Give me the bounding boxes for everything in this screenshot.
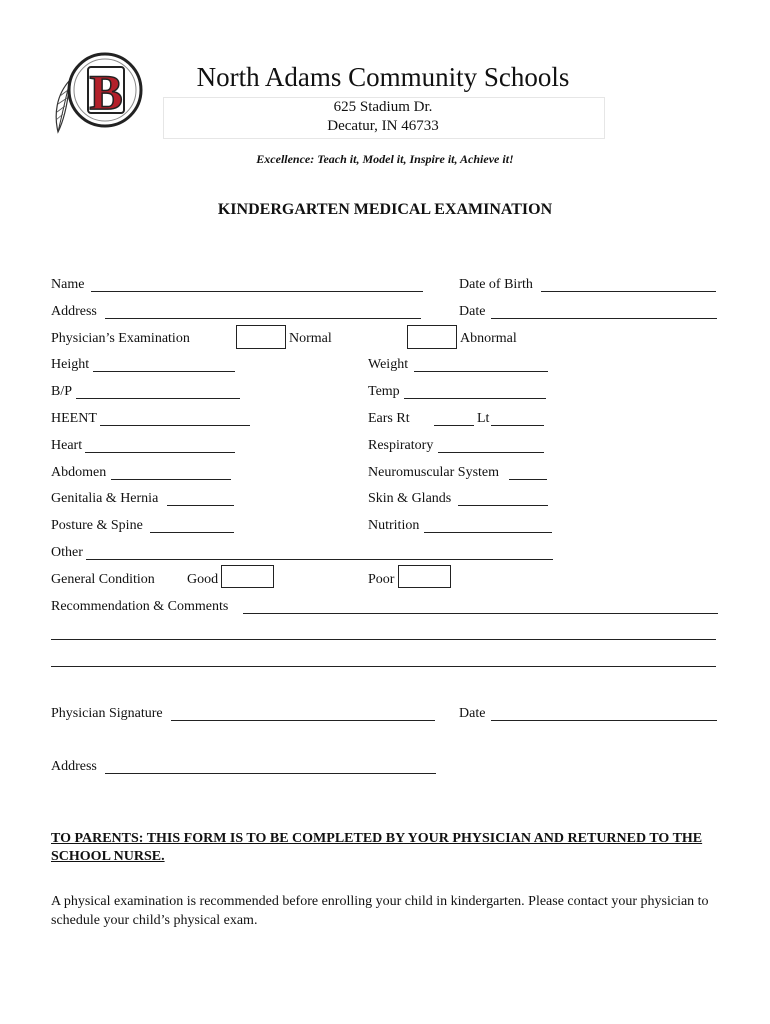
genitalia-field[interactable]: [167, 505, 234, 506]
ears-rt-label: Ears Rt: [368, 411, 410, 426]
signature-date-field[interactable]: [491, 720, 717, 721]
bp-label: B/P: [51, 384, 73, 399]
ears-lt-field[interactable]: [491, 425, 544, 426]
physician-address-label: Address: [51, 759, 97, 774]
address-line2: Decatur, IN 46733: [327, 118, 439, 134]
physician-exam-label: Physician’s Examination: [51, 331, 190, 346]
abdomen-label: Abdomen: [51, 465, 107, 480]
date-field[interactable]: [491, 318, 717, 319]
other-label: Other: [51, 545, 83, 560]
heart-field[interactable]: [85, 452, 235, 453]
heent-field[interactable]: [100, 425, 250, 426]
genitalia-label: Genitalia & Hernia: [51, 491, 159, 506]
dob-label: Date of Birth: [459, 277, 533, 292]
poor-label: Poor: [368, 572, 395, 587]
normal-checkbox[interactable]: [236, 325, 286, 349]
good-label: Good: [187, 572, 219, 587]
weight-field[interactable]: [414, 371, 548, 372]
skin-field[interactable]: [458, 505, 548, 506]
poor-checkbox[interactable]: [398, 565, 451, 588]
heart-label: Heart: [51, 438, 83, 453]
nutrition-field[interactable]: [424, 532, 552, 533]
nutrition-label: Nutrition: [368, 518, 420, 533]
dob-field[interactable]: [541, 291, 716, 292]
comment-line-1[interactable]: [51, 639, 716, 640]
abnormal-label: Abnormal: [460, 331, 517, 346]
height-label: Height: [51, 357, 90, 372]
address-label: Address: [51, 304, 97, 319]
name-field[interactable]: [91, 291, 423, 292]
closing-paragraph: A physical examination is recommended before enrolling your child in kindergarten. Please contact your physician to schedule your child’s physical exam.: [51, 894, 709, 928]
other-field[interactable]: [86, 559, 553, 560]
physician-signature-label: Physician Signature: [51, 706, 163, 721]
recommendation-label: Recommendation & Comments: [51, 599, 229, 614]
posture-field[interactable]: [150, 532, 234, 533]
weight-label: Weight: [368, 357, 409, 372]
recommendation-field[interactable]: [243, 613, 718, 614]
motto: Excellence: Teach it, Model it, Inspire it, Achieve it!: [256, 152, 514, 166]
date-label: Date: [459, 304, 486, 319]
physician-signature-field[interactable]: [171, 720, 435, 721]
abnormal-checkbox[interactable]: [407, 325, 457, 349]
name-label: Name: [51, 277, 85, 292]
good-checkbox[interactable]: [221, 565, 274, 588]
signature-date-label: Date: [459, 706, 486, 721]
comment-line-2[interactable]: [51, 666, 716, 667]
logo-letter: B: [89, 64, 123, 120]
address-field[interactable]: [105, 318, 421, 319]
temp-field[interactable]: [404, 398, 546, 399]
temp-label: Temp: [368, 384, 400, 399]
respiratory-label: Respiratory: [368, 438, 434, 453]
neuromuscular-label: Neuromuscular System: [368, 465, 500, 480]
normal-label: Normal: [289, 331, 332, 346]
height-field[interactable]: [93, 371, 235, 372]
form-title: KINDERGARTEN MEDICAL EXAMINATION: [217, 201, 553, 218]
parents-notice: TO PARENTS: THIS FORM IS TO BE COMPLETED BY YOUR PHYSICIAN AND RETURNED TO THE SCHOOL NURSE.: [51, 831, 703, 864]
physician-address-field[interactable]: [105, 773, 436, 774]
respiratory-field[interactable]: [438, 452, 544, 453]
skin-label: Skin & Glands: [368, 491, 452, 506]
ears-lt-label: Lt: [477, 411, 490, 426]
posture-label: Posture & Spine: [51, 518, 143, 533]
school-logo: [50, 50, 145, 138]
neuromuscular-field[interactable]: [509, 479, 547, 480]
general-condition-label: General Condition: [51, 572, 155, 587]
school-name: North Adams Community Schools: [196, 62, 570, 92]
heent-label: HEENT: [51, 411, 97, 426]
ears-rt-field[interactable]: [434, 425, 474, 426]
bp-field[interactable]: [76, 398, 240, 399]
abdomen-field[interactable]: [111, 479, 231, 480]
address-line1: 625 Stadium Dr.: [333, 99, 433, 115]
